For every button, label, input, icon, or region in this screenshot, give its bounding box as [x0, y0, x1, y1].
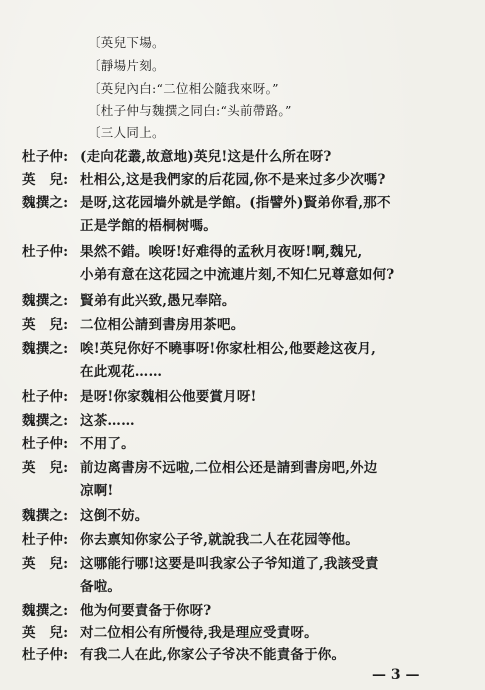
- speaker-name: 魏撰之:: [22, 195, 69, 211]
- speech-text: 杜相公,这是我們家的后花园,你不是来过多少次嗎?: [80, 172, 386, 188]
- speech-text: (走向花叢,故意地)英兒!这是什么所在呀?: [80, 149, 332, 165]
- speaker-name: 魏撰之:: [22, 508, 69, 524]
- speech-continuation: 正是学館的梧桐树嗎。: [80, 218, 217, 234]
- speech-text: 对二位相公有所慢待,我是理应受責呀。: [80, 625, 318, 641]
- speaker-name: 英 兒:: [22, 625, 69, 641]
- speaker-name: 杜子仲:: [22, 149, 69, 165]
- speech-text: 果然不錯。唉呀!好难得的孟秋月夜呀!啊,魏兄,: [80, 244, 363, 260]
- speech-text: 唉!英兒你好不曉事呀!你家杜相公,他要趁这夜月,: [80, 341, 377, 357]
- speech-text: 你去禀知你家公子爷,就說我二人在花园等他。: [80, 532, 359, 548]
- stage-direction: 〔英兒內白:“二位相公隨我來呀。”: [88, 81, 279, 96]
- speech-text: 这倒不妨。: [80, 508, 149, 524]
- speaker-name: 英 兒:: [22, 556, 69, 572]
- speaker-name: 魏撰之:: [22, 293, 69, 309]
- speech-continuation: 在此观花……: [80, 364, 163, 380]
- stage-direction: 〔三人同上。: [88, 125, 165, 140]
- speech-text: 这茶……: [80, 413, 135, 429]
- speaker-name: 魏撰之:: [22, 341, 69, 357]
- stage-direction: 〔英兒下場。: [88, 35, 165, 50]
- speech-text: 不用了。: [80, 436, 135, 452]
- speech-text: 有我二人在此,你家公子爷决不能責备于你。: [80, 647, 346, 663]
- speaker-name: 杜子仲:: [22, 389, 69, 405]
- speech-continuation: 备啦。: [80, 579, 122, 595]
- speaker-name: 英 兒:: [22, 317, 69, 333]
- speech-text: 是呀,这花园墙外就是学館。(指譬外)賢弟你看,那不: [80, 195, 391, 211]
- speech-continuation: 凉啊!: [80, 483, 114, 499]
- stage-direction: 〔杜子仲与魏撰之同白:“头前帶路。”: [88, 103, 292, 118]
- speech-text: 二位相公請到書房用茶吧。: [80, 317, 245, 333]
- speaker-name: 英 兒:: [22, 172, 69, 188]
- speech-text: 是呀!你家魏相公他要賞月呀!: [80, 389, 257, 405]
- speaker-name: 杜子仲:: [22, 647, 69, 663]
- speech-text: 这哪能行哪!这要是叫我家公子爷知道了,我該受責: [80, 556, 379, 572]
- speaker-name: 魏撰之:: [22, 603, 69, 619]
- speaker-name: 英 兒:: [22, 460, 69, 476]
- speech-text: 前边离書房不远啦,二位相公还是請到書房吧,外边: [80, 460, 378, 476]
- speaker-name: 杜子仲:: [22, 244, 69, 260]
- speech-text: 賢弟有此兴致,愚兄奉陪。: [80, 293, 236, 309]
- speech-continuation: 小弟有意在这花园之中流連片刻,不知仁兄尊意如何?: [80, 267, 395, 283]
- page-number: — 3 —: [372, 667, 420, 683]
- speaker-name: 杜子仲:: [22, 532, 69, 548]
- stage-direction: 〔靜場片刻。: [88, 58, 165, 73]
- speaker-name: 魏撰之:: [22, 413, 69, 429]
- speech-text: 他为何要責备于你呀?: [80, 603, 212, 619]
- speaker-name: 杜子仲:: [22, 436, 69, 452]
